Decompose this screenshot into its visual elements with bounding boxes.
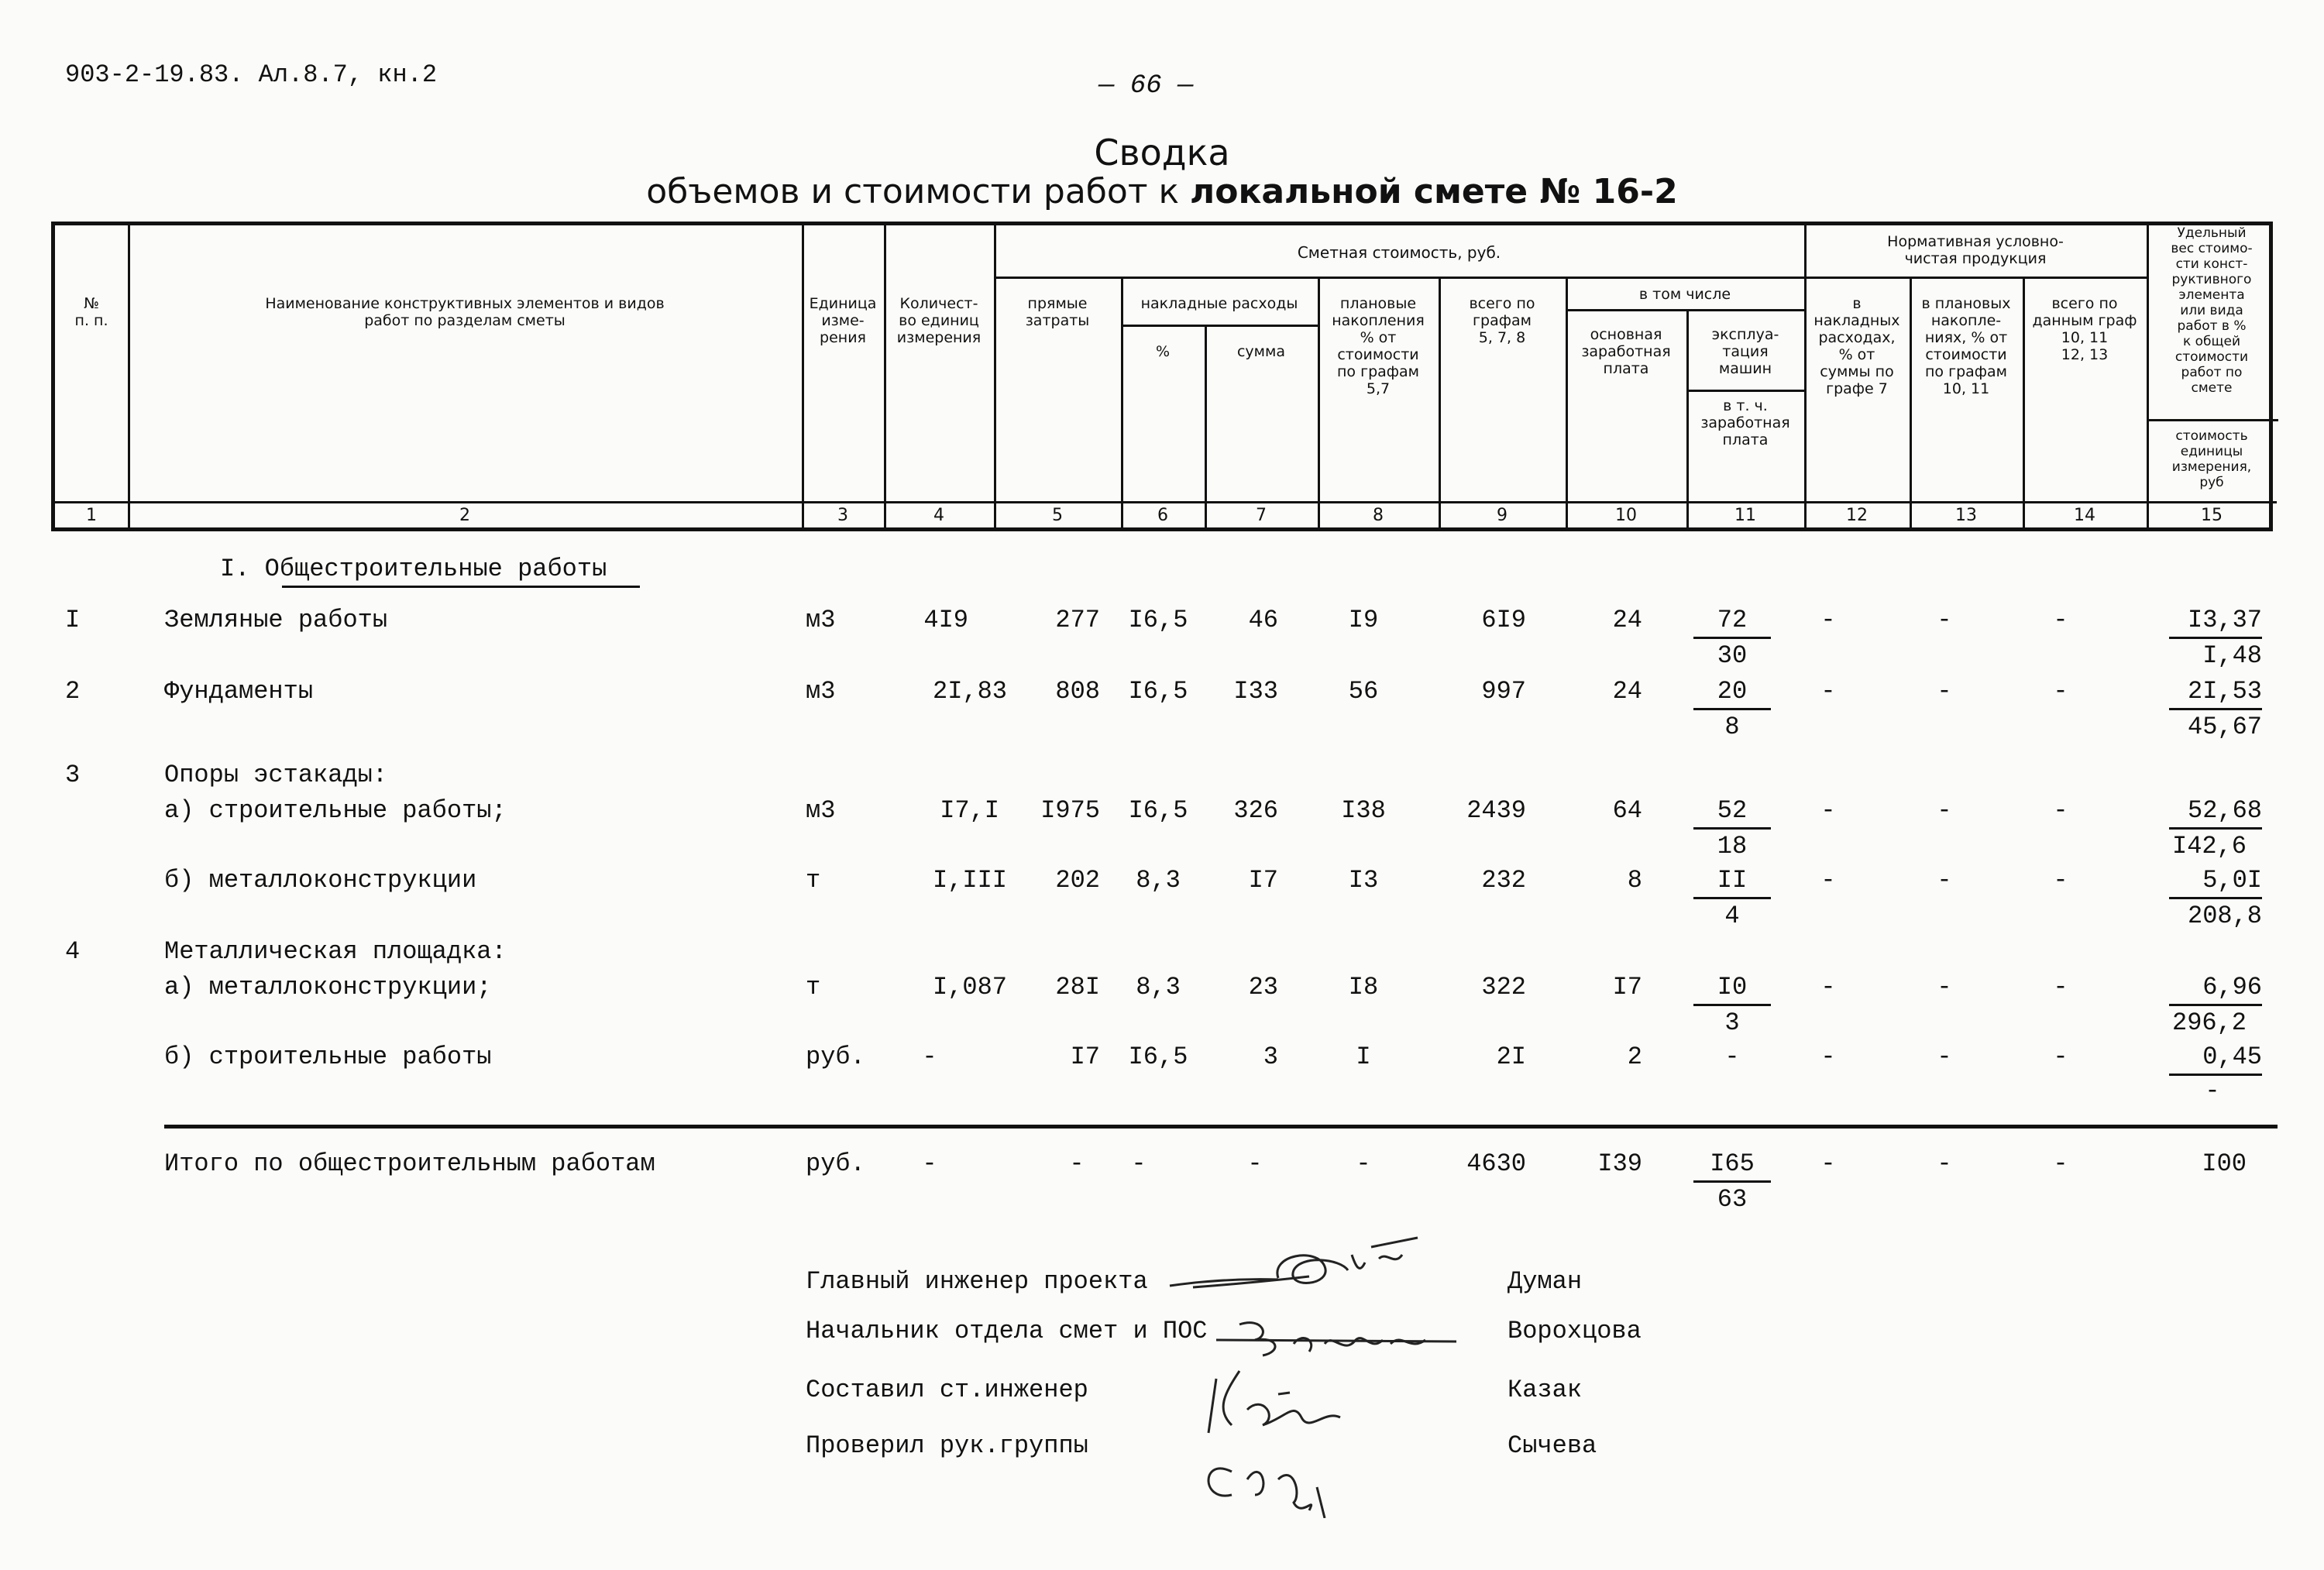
row-n14: -: [2053, 973, 2068, 1001]
row-wage: 8: [1627, 866, 1642, 895]
row-n14: -: [2053, 796, 2068, 825]
row-plan: 56: [1348, 677, 1379, 706]
total-direct: -: [1069, 1149, 1085, 1178]
col-number: 11: [1734, 506, 1756, 525]
row-sum: 3: [1263, 1043, 1278, 1071]
row-name: Земляные работы: [164, 606, 388, 634]
row-unit: м3: [806, 606, 836, 634]
col-number: 12: [1846, 506, 1868, 525]
row-direct: I975: [1040, 796, 1100, 825]
page-title: Сводка: [1094, 132, 1230, 173]
row-qty: I,III: [932, 866, 1007, 895]
col2-header: Наименование конструктивных элементов и видов работ по разделам сметы: [265, 295, 665, 329]
row-n12: -: [1820, 796, 1836, 825]
row-total: 2I: [1496, 1043, 1526, 1071]
row-name: б) металлоконструкции: [164, 866, 477, 895]
row-name: Опоры эстакады:: [164, 761, 388, 789]
row-number: 2: [65, 677, 81, 706]
row-n13: -: [1937, 677, 1952, 706]
row-n13: -: [1937, 1043, 1952, 1071]
row-n14: -: [2053, 606, 2068, 634]
total-name: Итого по общестроительным работам: [164, 1149, 655, 1178]
section-title: [220, 555, 607, 583]
total-n14: -: [2053, 1149, 2068, 1178]
row-n14: -: [2053, 1043, 2068, 1071]
row-n12: -: [1820, 606, 1836, 634]
signature-role: Составил ст.инженер: [806, 1376, 1088, 1404]
col1-header: № п. п.: [74, 295, 108, 329]
row-sum: I7: [1248, 866, 1278, 895]
col-number: 2: [459, 506, 470, 525]
row-wage: 2: [1627, 1043, 1642, 1071]
row-name: а) строительные работы;: [164, 796, 507, 825]
handwritten-signature-2: [1208, 1309, 1487, 1363]
document-code: 903-2-19.83. Ал.8.7, кн.2: [65, 60, 438, 89]
row-unitcost: I,48: [2202, 641, 2262, 670]
row-pct: I6,5: [1128, 677, 1188, 706]
col11b-header: в т. ч. заработная плата: [1700, 397, 1790, 448]
row-direct: 808: [1055, 677, 1100, 706]
group-cost-header: Сметная стоимость, руб.: [1297, 243, 1501, 262]
row-share: 0,45: [2202, 1043, 2262, 1071]
total-pct: -: [1131, 1149, 1147, 1178]
row-n12: -: [1820, 1043, 1836, 1071]
row-mach: -: [1724, 1043, 1740, 1071]
col14-header: всего по данным граф 10, 11 12, 13: [2032, 295, 2137, 363]
row-qty: I,087: [932, 973, 1007, 1001]
total-sum: -: [1247, 1149, 1263, 1178]
row-n13: -: [1937, 973, 1952, 1001]
row-unitcost: -: [2205, 1077, 2220, 1105]
row-name: а) металлоконструкции;: [164, 973, 492, 1001]
page-subtitle: [0, 172, 2324, 211]
row-plan: I38: [1341, 796, 1386, 825]
row-share: 52,68: [2187, 796, 2262, 825]
row-unitcost: 45,67: [2187, 713, 2262, 741]
col4-header: Количест- во единиц измерения: [896, 295, 982, 346]
signature-name: Сычева: [1508, 1431, 1597, 1460]
row-number: 4: [65, 937, 81, 966]
row-unit: м3: [806, 677, 836, 706]
row-mach-wage: 18: [1717, 832, 1748, 861]
total-mach: I65: [1710, 1149, 1755, 1178]
row-n13: -: [1937, 866, 1952, 895]
col10-header: основная заработная плата: [1581, 326, 1671, 377]
row-n12: -: [1820, 973, 1836, 1001]
row-mach-wage: 30: [1717, 641, 1748, 670]
row-mach-wage: 4: [1724, 902, 1740, 930]
row-n12: -: [1820, 677, 1836, 706]
row-total: 322: [1481, 973, 1526, 1001]
col7-header: сумма: [1236, 343, 1285, 360]
row-direct: 277: [1055, 606, 1100, 634]
col-number: 4: [933, 506, 944, 525]
row-unit: м3: [806, 796, 836, 825]
row-mach: II: [1717, 866, 1748, 895]
row-pct: I6,5: [1128, 1043, 1188, 1071]
col13-header: в плановых накопле- ниях, % от стоимости по графам 10, 11: [1921, 295, 2011, 397]
col-number: 15: [2201, 506, 2223, 525]
row-mach: 52: [1717, 796, 1748, 825]
row-n12: -: [1820, 866, 1836, 895]
group-norm-header: Нормативная условно- чистая продукция: [1887, 233, 2064, 267]
total-share: I00: [2202, 1149, 2247, 1178]
row-mach: 20: [1717, 677, 1748, 706]
row-number: 3: [65, 761, 81, 789]
row-direct: 202: [1055, 866, 1100, 895]
row-number: I: [65, 606, 81, 634]
row-mach-wage: 3: [1724, 1008, 1740, 1037]
total-unit: руб.: [806, 1149, 865, 1178]
row-share: I3,37: [2187, 606, 2262, 634]
total-total: 4630: [1466, 1149, 1526, 1178]
handwritten-signature-3: [1185, 1363, 1371, 1518]
row-unitcost: 296,2: [2171, 1008, 2247, 1037]
row-mach: 72: [1717, 606, 1748, 634]
row-n14: -: [2053, 677, 2068, 706]
row-unit: т: [806, 973, 821, 1001]
row-pct: I6,5: [1128, 606, 1188, 634]
row-unitcost: I42,6: [2171, 832, 2247, 861]
total-n13: -: [1937, 1149, 1952, 1178]
row-share: 6,96: [2202, 973, 2262, 1001]
row-name: Фундаменты: [164, 677, 314, 706]
total-qty: -: [922, 1149, 937, 1178]
row-direct: I7: [1070, 1043, 1100, 1071]
col15a-header: Удельный вес стоимо- сти конст- руктивного элемента или вида работ в % к общей стоимости работ по смете: [2171, 225, 2253, 396]
row-total: 232: [1481, 866, 1526, 895]
row-total: 6I9: [1481, 606, 1526, 634]
row-sum: 326: [1233, 796, 1278, 825]
section-title-text: I. Общестроительные работы: [220, 555, 607, 583]
row-mach: I0: [1717, 973, 1748, 1001]
signature-role: Начальник отдела смет и ПОС: [806, 1317, 1208, 1345]
col-number: 6: [1157, 506, 1168, 525]
row-sum: 46: [1248, 606, 1278, 634]
total-n12: -: [1820, 1149, 1836, 1178]
incl-header: в том числе: [1638, 286, 1731, 303]
row-plan: I9: [1348, 606, 1379, 634]
col-number: 7: [1256, 506, 1267, 525]
row-total: 997: [1481, 677, 1526, 706]
handwritten-signature-1: [1162, 1232, 1441, 1301]
total-wage: I39: [1597, 1149, 1642, 1178]
col-number: 13: [1955, 506, 1977, 525]
row-share: 2I,53: [2187, 677, 2262, 706]
row-qty: I7,I: [940, 796, 999, 825]
row-pct: 8,3: [1136, 973, 1181, 1001]
row-qty: -: [922, 1043, 937, 1071]
row-plan: I3: [1348, 866, 1379, 895]
row-wage: 24: [1612, 677, 1642, 706]
signature-name: Думан: [1508, 1267, 1583, 1296]
row-wage: I7: [1612, 973, 1642, 1001]
col8-header: плановые накопления % от стоимости по графам 5,7: [1332, 295, 1425, 397]
row-sum: 23: [1248, 973, 1278, 1001]
row-n14: -: [2053, 866, 2068, 895]
row-name: Металлическая площадка:: [164, 937, 507, 966]
row-wage: 64: [1612, 796, 1642, 825]
row-pct: 8,3: [1136, 866, 1181, 895]
signature-name: Ворохцова: [1508, 1317, 1642, 1345]
page-number: — 66 —: [1098, 71, 1194, 101]
row-mach-wage: 8: [1724, 713, 1740, 741]
col12-header: в накладных расходах, % от суммы по графе 7: [1813, 295, 1900, 397]
row-plan: I: [1356, 1043, 1371, 1071]
col3-header: Единица изме- рения: [809, 295, 877, 346]
table-header: [51, 222, 2273, 531]
row-pct: I6,5: [1128, 796, 1188, 825]
col-number: 1: [86, 506, 97, 525]
col-number: 5: [1052, 506, 1063, 525]
total-separator: [164, 1125, 2278, 1129]
signature-role: Главный инженер проекта: [806, 1267, 1148, 1296]
row-qty: 2I,83: [932, 677, 1007, 706]
col-number: 8: [1373, 506, 1384, 525]
row-share: 5,0I: [2202, 866, 2262, 895]
row-wage: 24: [1612, 606, 1642, 634]
row-unitcost: 208,8: [2187, 902, 2262, 930]
row-total: 2439: [1466, 796, 1526, 825]
col-number: 10: [1615, 506, 1637, 525]
row-direct: 28I: [1055, 973, 1100, 1001]
col11a-header: эксплуа- тация машин: [1711, 326, 1779, 377]
row-plan: I8: [1348, 973, 1379, 1001]
row-unit: т: [806, 866, 821, 895]
signature-name: Казак: [1508, 1376, 1583, 1404]
total-mach-wage: 63: [1717, 1185, 1748, 1214]
col-number: 14: [2074, 506, 2095, 525]
row-n13: -: [1937, 606, 1952, 634]
row-sum: I33: [1233, 677, 1278, 706]
row-name: б) строительные работы: [164, 1043, 492, 1071]
row-qty: 4I9: [923, 606, 968, 634]
overhead-header: накладные расходы: [1140, 295, 1298, 312]
row-unit: руб.: [806, 1043, 865, 1071]
col-number: 3: [837, 506, 848, 525]
total-plan: -: [1356, 1149, 1371, 1178]
col15b-header: стоимость единицы измерения, руб: [2171, 428, 2252, 490]
col5-header: прямые затраты: [1025, 295, 1090, 329]
subtitle-part-a: объемов и стоимости работ к: [646, 172, 1180, 211]
col6-header: %: [1155, 343, 1171, 360]
col9-header: всего по графам 5, 7, 8: [1469, 295, 1535, 346]
subtitle-part-b: локальной смете № 16-2: [1190, 172, 1678, 211]
col-number: 9: [1497, 506, 1508, 525]
row-n13: -: [1937, 796, 1952, 825]
signature-role: Проверил рук.группы: [806, 1431, 1088, 1460]
